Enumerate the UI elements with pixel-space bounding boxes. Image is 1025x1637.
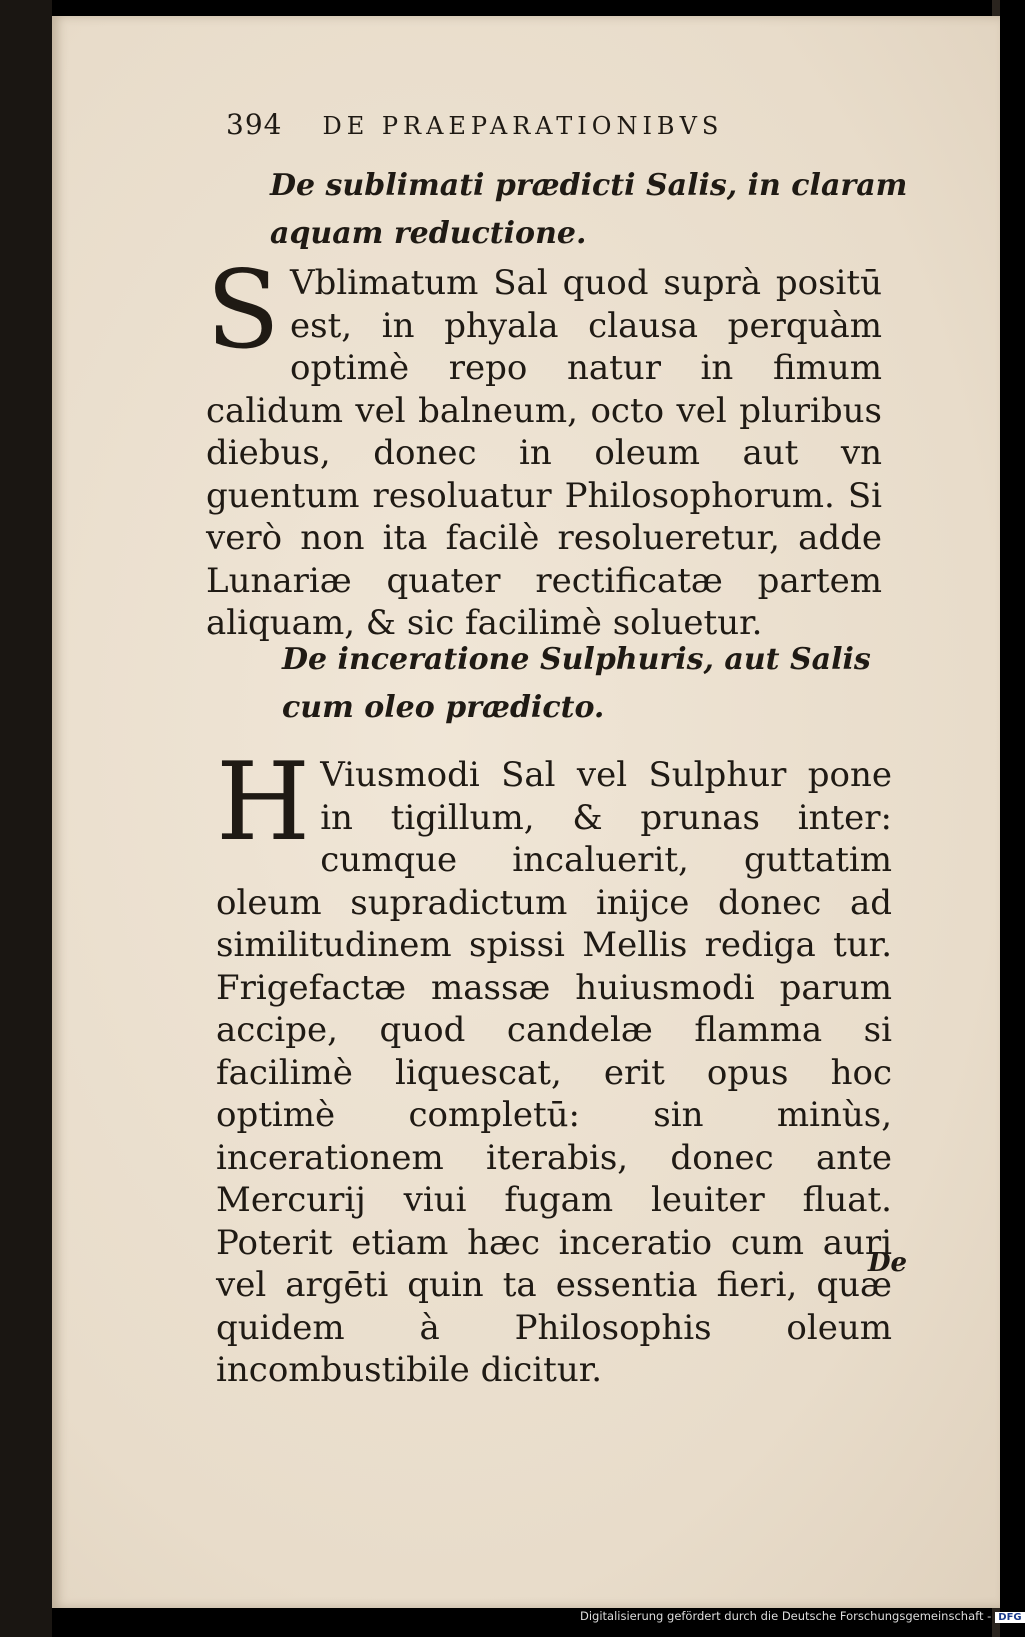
digitization-footer: [580, 1609, 1025, 1623]
section-body-1-text: Vblimatum Sal quod suprà positū est, in phyala clausa perquàm optimè repo natur in fimum calidum vel balneum, octo vel pluribus diebus, donec in oleum aut vn guentum resoluatur Philosophorum. Si verò non ita facilè resolueretur, adde Lunariæ quater rectificatæ partem aliquam, & sic facilimè soluetur.: [206, 263, 882, 643]
page-number: 394: [226, 108, 283, 141]
drop-cap-1: S: [206, 248, 280, 373]
running-header: [226, 108, 826, 141]
section-body-2: [216, 740, 892, 1392]
section-heading-2: De inceratione Sulphuris, aut Salis cum oleo prædicto.: [282, 642, 871, 725]
scan-left-edge: [0, 0, 52, 1637]
section-body-2-text: Viusmodi Sal vel Sulphur pone in tigillum, & prunas inter: cumque incaluerit, guttatim oleum supradictum inijce donec ad similitudinem spissi Mellis rediga tur. Frigefactæ massæ huiusmodi parum accipe, quod candelæ flamma si facilimè liquescat, erit opus hoc optimè completū: sin minùs, incerationem iterabis, donec ante Mercurij viui fugam leuiter fluat. Poterit etiam hæc inceratio cum auri vel argēti quin ta essentia fieri, quæ quidem à Philosophis oleum incombustibile dicitur.: [216, 755, 892, 1390]
footer-text: Digitalisierung gefördert durch die Deutsche Forschungsgemeinschaft -: [580, 1609, 992, 1623]
running-head-title: DE PRAEPARATIONIBVS: [322, 112, 724, 140]
section-heading-1: De sublimati prædicti Salis, in claram aquam reductione.: [270, 168, 908, 251]
drop-cap-2: H: [216, 740, 311, 865]
section-body-1: [206, 248, 882, 645]
catchword: De: [868, 1248, 908, 1278]
dfg-logo: DFG: [995, 1612, 1024, 1623]
